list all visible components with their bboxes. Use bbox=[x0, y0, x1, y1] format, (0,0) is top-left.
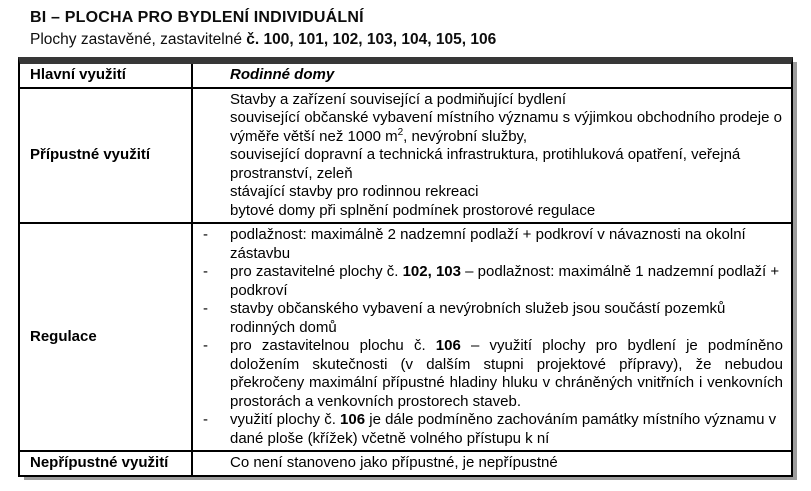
bullet-text bbox=[230, 337, 783, 411]
bullet-text: stavby občanského vybavení a nevýrobních služeb jsou součástí pozemků rodinných domů bbox=[230, 300, 726, 336]
row-value-permitted-use bbox=[193, 89, 791, 223]
permitted-item: Stavby a zařízení související a podmiňující bydlení bbox=[230, 90, 567, 108]
bullet-dash: - bbox=[203, 411, 208, 428]
bullet-text: podlažnost: maximálně 2 nadzemní podlaží + podkroví v návaznosti na okolní zástavbu bbox=[230, 226, 746, 262]
plot-number-bold: 106 bbox=[340, 411, 366, 428]
land-use-table bbox=[18, 57, 793, 477]
table-row-regulation bbox=[20, 222, 791, 450]
bullet-dash: - bbox=[203, 263, 208, 280]
row-label-impermissible-use: Nepřípustné využití bbox=[20, 452, 193, 475]
row-label-main-use: Hlavní využití bbox=[20, 64, 193, 87]
document-title: BI – PLOCHA PRO BYDLENÍ INDIVIDUÁLNÍ bbox=[30, 9, 364, 26]
table-row-permitted-use bbox=[20, 87, 791, 223]
row-label-permitted-use: Přípustné využití bbox=[20, 89, 193, 223]
bullet-text-part: využití plochy č. bbox=[230, 411, 341, 428]
document-header bbox=[0, 0, 811, 50]
row-value-main-use: Rodinné domy bbox=[230, 66, 335, 83]
bullet-text-part: je dále podmíněno zachováním památky místního významu v dané ploše (křížek) včetně volného přístupu k ní bbox=[230, 411, 777, 447]
superscript-2: 2 bbox=[397, 126, 404, 138]
plot-number-bold: 106 bbox=[435, 337, 461, 354]
permitted-item: související dopravní a technická infrastruktura, protihluková opatření, veřejná prostranství, zeleň bbox=[230, 146, 741, 182]
regulation-bullet bbox=[203, 226, 783, 263]
table-row-main-use bbox=[20, 64, 791, 87]
bullet-text bbox=[230, 263, 783, 300]
bullet-text-part: – podlažnost: maximálně 1 nadzemní podlaží + podkroví bbox=[230, 263, 780, 299]
table-row-impermissible-use bbox=[20, 450, 791, 475]
permitted-item: bytové domy při splnění podmínek prostorové regulace bbox=[230, 201, 596, 219]
regulation-bullet bbox=[203, 300, 783, 337]
subtitle-plot-numbers: č. 100, 101, 102, 103, 104, 105, 106 bbox=[246, 31, 497, 48]
row-label-regulation: Regulace bbox=[20, 224, 193, 450]
regulation-bullet bbox=[203, 411, 783, 448]
document-subtitle bbox=[30, 30, 801, 50]
subtitle-text: Plochy zastavěné, zastavitelné bbox=[30, 31, 247, 48]
bullet-dash: - bbox=[203, 226, 208, 243]
permitted-item bbox=[230, 109, 783, 146]
permitted-item-text: , nevýrobní služby, bbox=[403, 127, 528, 145]
regulation-bullet bbox=[203, 263, 783, 300]
plot-number-bold: 102, 103 bbox=[402, 263, 461, 280]
bullet-dash: - bbox=[203, 300, 208, 317]
bullet-text-part: pro zastavitelnou plochu č. bbox=[230, 337, 436, 354]
permitted-item-text: související občanské vybavení místního významu s výjimkou obchodního prodeje o výměře větší než 1000 m bbox=[230, 109, 782, 145]
permitted-item: stávající stavby pro rodinnou rekreaci bbox=[230, 183, 479, 200]
bullet-dash: - bbox=[203, 337, 208, 354]
bullet-text-part: – využití plochy pro bydlení je podmíněno doložením skutečnosti (v dalším stupni projektové přípravy), že nebudou překročeny maximální přípustné hladiny hluku v chráněných vnitřních i venkovních prostorách a venkovních prostorech staveb. bbox=[230, 337, 783, 410]
bullet-text bbox=[230, 411, 783, 448]
row-value-regulation bbox=[193, 224, 791, 450]
row-value-impermissible-use: Co není stanoveno jako přípustné, je nepřípustné bbox=[230, 454, 558, 471]
regulation-bullet bbox=[203, 337, 783, 411]
bullet-text-part: pro zastavitelné plochy č. bbox=[230, 263, 403, 280]
